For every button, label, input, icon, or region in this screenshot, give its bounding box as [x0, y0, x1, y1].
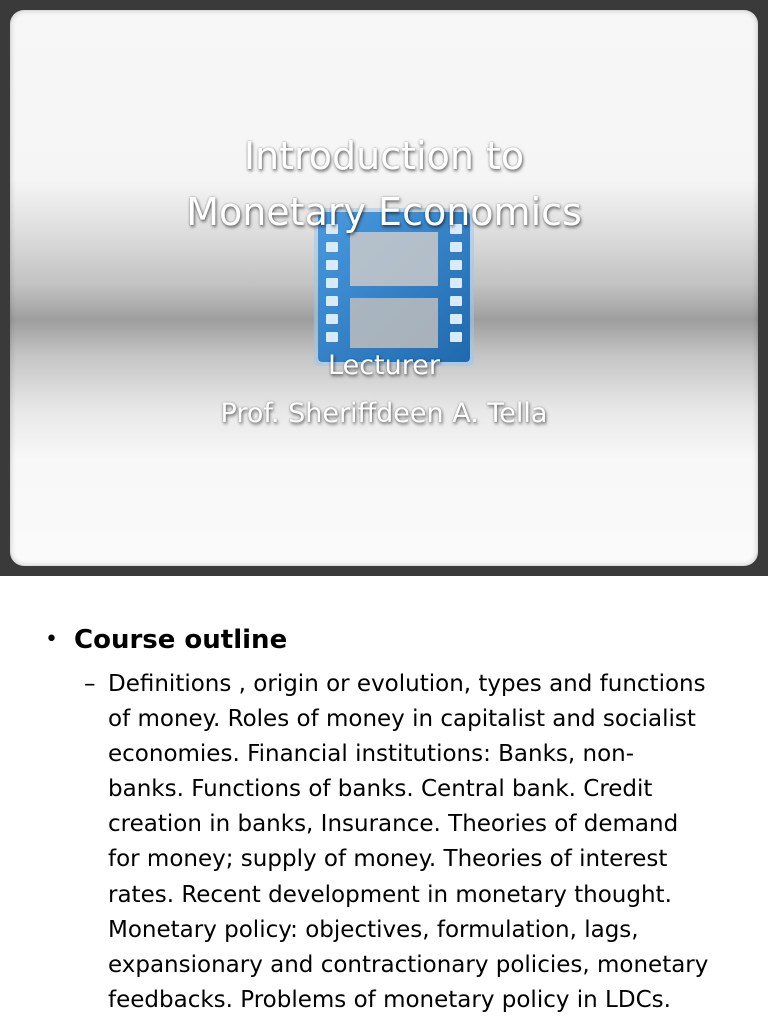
dash-icon: –	[84, 671, 96, 697]
outline-body	[108, 667, 730, 1018]
bullet-icon: •	[45, 627, 58, 652]
outline-line: creation in banks, Insurance. Theories of demand	[108, 811, 679, 838]
slide-card	[10, 10, 758, 566]
outline-line: Monetary policy: objectives, formulation, lags,	[108, 916, 639, 943]
outline-line: for money; supply of money. Theories of interest	[108, 846, 668, 873]
outline-heading: Course outline	[74, 625, 288, 655]
lecturer-name: Prof. Sheriffdeen A. Tella	[220, 398, 548, 429]
outline-line: feedbacks. Problems of monetary policy in LDCs.	[108, 986, 671, 1013]
slide-title	[10, 128, 758, 240]
outline-line: economies. Financial institutions: Banks, non-	[108, 741, 635, 768]
outline-line: banks. Functions of banks. Central bank. Credit	[108, 776, 653, 803]
slide-title-line-2: Monetary Economics	[186, 190, 582, 234]
outline-line: rates. Recent development in monetary thought.	[108, 881, 672, 908]
page-content	[0, 576, 768, 1024]
outline-line: of money. Roles of money in capitalist and socialist	[108, 706, 696, 733]
slide-title-line-1: Introduction to	[243, 134, 525, 178]
outline-line: expansionary and contractionary policies, monetary	[108, 951, 709, 978]
outline-line: Definitions , origin or evolution, types and functions	[108, 671, 706, 697]
lecturer-label: Lecturer	[328, 350, 440, 381]
